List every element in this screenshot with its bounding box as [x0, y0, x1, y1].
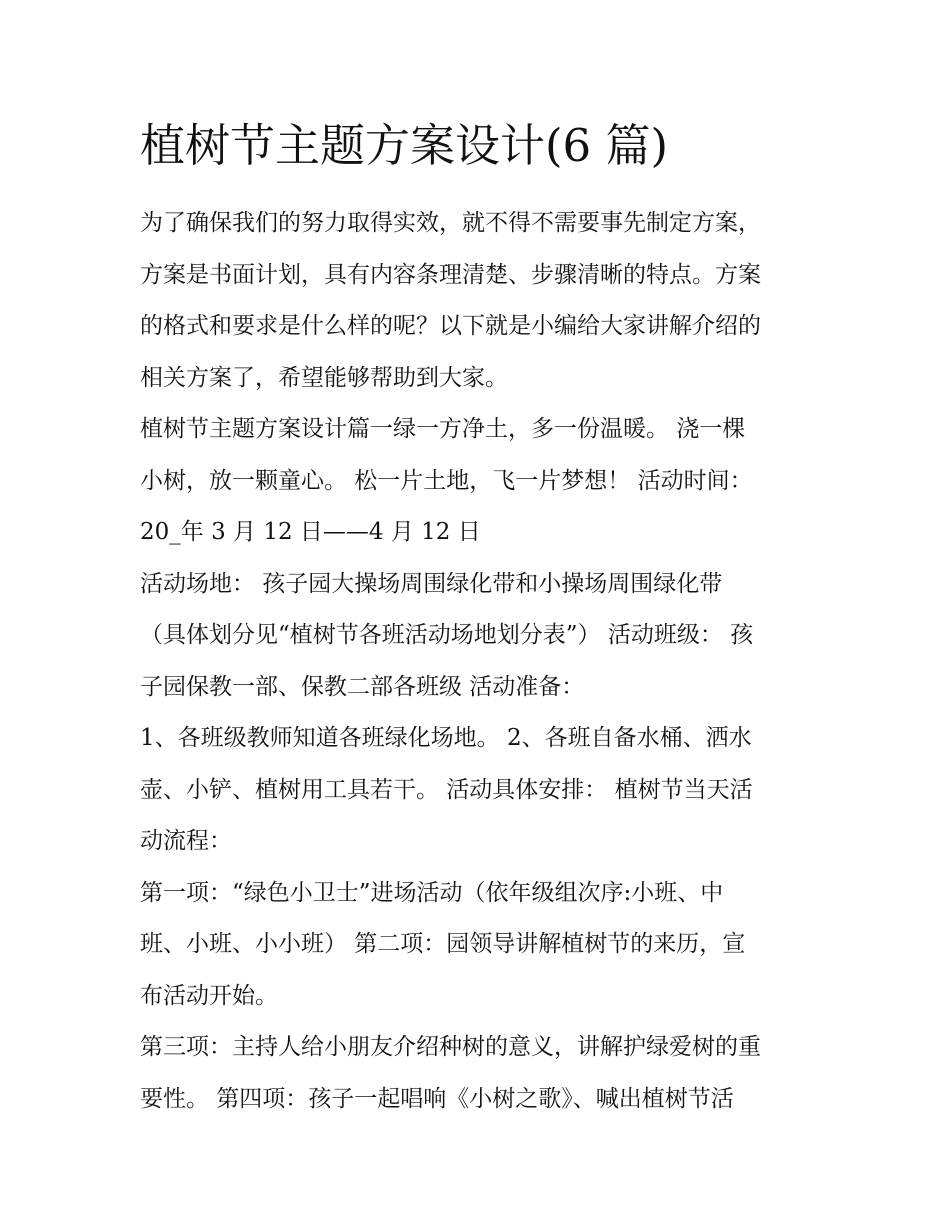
text-line: 1、各班级教师知道各班绿化场地。 2、各班自备水桶、洒水: [140, 725, 752, 751]
text-line: 子园保教一部、保教二部各班级 活动准备：: [140, 673, 585, 700]
text-line: 小树，放一颗童心。 松一片土地，飞一片梦想！ 活动时间：: [140, 467, 753, 494]
text-line: 的格式和要求是什么样的呢？以下就是小编给大家讲解介绍的: [140, 313, 761, 339]
text-line: 活动场地： 孩子园大操场周围绿化带和小操场周围绿化带: [140, 570, 723, 597]
document-body: [140, 198, 830, 1125]
text-line: 方案是书面计划，具有内容条理清楚、步骤清晰的特点。方案: [140, 261, 761, 288]
text-line: （具体划分见“植树节各班活动场地划分表”） 活动班级： 孩: [140, 622, 754, 648]
text-line: 要性。 第四项：孩子一起唱响《小树之歌》、喊出植树节活: [140, 1085, 734, 1112]
document-title: 植树节主题方案设计(6 篇): [140, 119, 669, 172]
text-line: 第一项：“绿色小卫士”进场活动（依年级组次序:小班、中: [140, 879, 724, 906]
text-line: 壶、小铲、植树用工具若干。 活动具体安排： 植树节当天活: [140, 776, 753, 803]
text-line: 第三项：主持人给小朋友介绍种树的意义，讲解护绿爱树的重: [140, 1034, 761, 1060]
text-line: 班、小班、小小班） 第二项：园领导讲解植树节的来历，宣: [140, 931, 746, 957]
text-line: 植树节主题方案设计篇一绿一方净土，多一份温暖。 浇一棵: [140, 416, 746, 442]
text-line: 布活动开始。: [140, 982, 278, 1009]
text-line: 相关方案了，希望能够帮助到大家。: [140, 364, 508, 391]
text-line: 20_年 3 月 12 日——4 月 12 日: [140, 519, 481, 545]
text-line: 动流程：: [140, 828, 232, 854]
text-line: 为了确保我们的努力取得实效，就不得不需要事先制定方案，: [140, 210, 761, 236]
